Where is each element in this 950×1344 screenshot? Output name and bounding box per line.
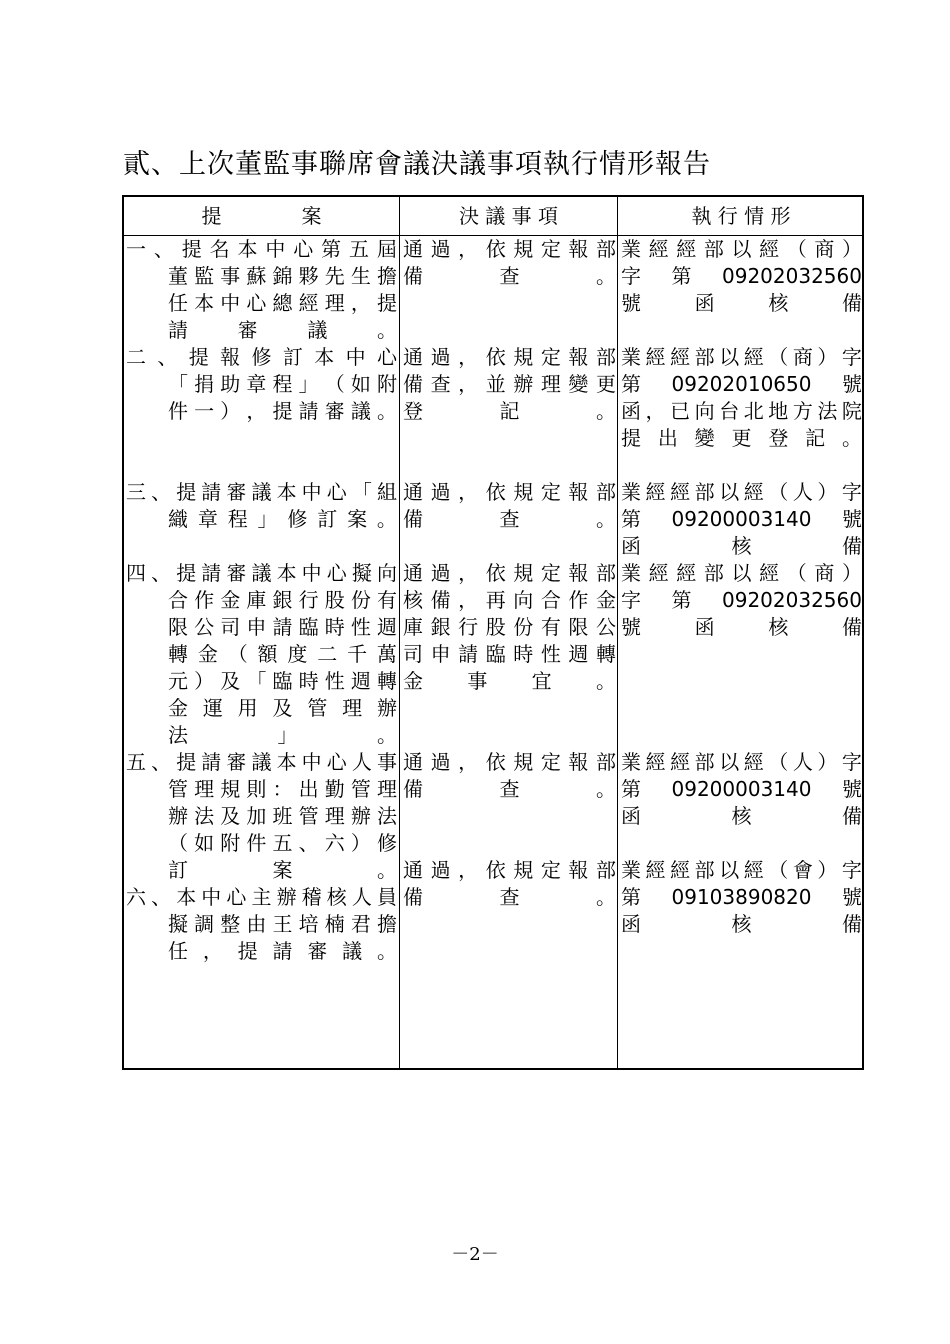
proposal-line: 「 捐 助 章 程 」 （ 如 附 bbox=[168, 372, 397, 396]
execution-line: 業 經 經 部 以 經 （ 人 ） 字 bbox=[621, 750, 862, 774]
header-proposal: 提 案 bbox=[201, 204, 322, 228]
execution-line: 業 經 經 部 以 經 （ 會 ） 字 bbox=[621, 858, 862, 882]
execution-line: 業 經 經 部 以 經 （ 人 ） 字 bbox=[621, 480, 862, 504]
header-resolution: 決 議 事 項 bbox=[458, 204, 559, 228]
resolution-cell bbox=[403, 749, 616, 803]
execution-line: 函核備 bbox=[621, 912, 862, 936]
resolution-cell bbox=[403, 236, 616, 290]
proposal-cell bbox=[126, 884, 397, 965]
proposal-line: 管 理 規 則 ： 出 勤 管 理 bbox=[168, 777, 397, 801]
proposal-line: 一 、 提 名 本 中 心 第 五 屆 bbox=[126, 237, 397, 261]
resolution-line: 金事宜。 bbox=[403, 669, 616, 693]
execution-cell bbox=[621, 560, 862, 641]
resolution-cell bbox=[403, 479, 616, 533]
execution-cell bbox=[621, 344, 862, 452]
proposal-line: 轉 金 （ 額 度 二 千 萬 bbox=[168, 642, 397, 666]
resolution-line: 通 過 ， 依 規 定 報 部 bbox=[403, 561, 616, 585]
proposal-cell bbox=[126, 344, 397, 425]
proposal-line: 五 、 提 請 審 議 本 中 心 人 事 bbox=[126, 750, 397, 774]
resolution-line: 備查。 bbox=[403, 264, 616, 288]
header-execution: 執 行 情 形 bbox=[691, 204, 791, 228]
proposal-line: 辦 法 及 加 班 管 理 辦 法 bbox=[168, 804, 397, 828]
proposal-line: 四 、 提 請 審 議 本 中 心 擬 向 bbox=[126, 561, 397, 585]
proposal-line: 三 、 提 請 審 議 本 中 心 「 組 bbox=[126, 480, 397, 504]
resolution-line: 核 備 ， 再 向 合 作 金 bbox=[403, 588, 616, 612]
execution-line: 字 第 09202032560 bbox=[621, 588, 862, 612]
page-title: 貳、上次董監事聯席會議決議事項執行情形報告 bbox=[123, 149, 711, 180]
execution-cell bbox=[621, 857, 862, 938]
column-divider bbox=[399, 197, 400, 1068]
resolution-line: 備查。 bbox=[403, 777, 616, 801]
execution-line: 提出變更登記。 bbox=[621, 426, 862, 450]
report-table bbox=[122, 195, 864, 1070]
proposal-line: 限 公 司 申 請 臨 時 性 週 bbox=[168, 615, 397, 639]
proposal-line: 擬 調 整 由 王 培 楠 君 擔 bbox=[168, 912, 397, 936]
proposal-line: 件 一 ） ， 提 請 審 議 。 bbox=[168, 399, 397, 423]
proposal-line: 合 作 金 庫 銀 行 股 份 有 bbox=[168, 588, 397, 612]
execution-line: 函核備 bbox=[621, 534, 862, 558]
proposal-line: 六 、 本 中 心 主 辦 稽 核 人 員 bbox=[126, 885, 397, 909]
proposal-line: 任，提請審議。 bbox=[168, 939, 397, 963]
proposal-cell bbox=[126, 236, 397, 344]
resolution-line: 通 過 ， 依 規 定 報 部 bbox=[403, 480, 616, 504]
proposal-line: 董 監 事 蘇 錦 夥 先 生 擔 bbox=[168, 264, 397, 288]
execution-line: 函核備 bbox=[621, 804, 862, 828]
execution-line: 字 第 09202032560 bbox=[621, 264, 862, 288]
proposal-cell bbox=[126, 749, 397, 884]
proposal-line: 法」。 bbox=[168, 723, 397, 747]
execution-line: 業 經 經 部 以 經 （ 商 ） bbox=[621, 561, 862, 585]
execution-line: 函 ， 已 向 台 北 地 方 法 院 bbox=[621, 399, 862, 423]
proposal-cell bbox=[126, 479, 397, 533]
execution-cell bbox=[621, 749, 862, 830]
resolution-cell bbox=[403, 560, 616, 695]
resolution-line: 通 過 ， 依 規 定 報 部 bbox=[403, 345, 616, 369]
execution-line: 第 09200003140 號 bbox=[621, 777, 862, 801]
proposal-line: 任 本 中 心 總 經 理 ， 提 bbox=[168, 291, 397, 315]
execution-cell bbox=[621, 236, 862, 317]
resolution-cell bbox=[403, 857, 616, 911]
execution-cell bbox=[621, 479, 862, 560]
proposal-line: （ 如 附 件 五 、 六 ） 修 bbox=[168, 831, 397, 855]
resolution-line: 通 過 ， 依 規 定 報 部 bbox=[403, 237, 616, 261]
execution-line: 第 09202010650 號 bbox=[621, 372, 862, 396]
proposal-line: 請審議。 bbox=[168, 318, 397, 342]
proposal-line: 訂案。 bbox=[168, 858, 397, 882]
proposal-line: 金 運 用 及 管 理 辦 bbox=[168, 696, 397, 720]
execution-line: 號函核備 bbox=[621, 615, 862, 639]
resolution-line: 備查。 bbox=[403, 885, 616, 909]
resolution-line: 登記。 bbox=[403, 399, 616, 423]
execution-line: 業 經 經 部 以 經 （ 商 ） bbox=[621, 237, 862, 261]
resolution-cell bbox=[403, 344, 616, 425]
page-number: －2－ bbox=[451, 1244, 499, 1265]
column-divider bbox=[617, 197, 618, 1068]
execution-line: 第 09103890820 號 bbox=[621, 885, 862, 909]
resolution-line: 庫 銀 行 股 份 有 限 公 bbox=[403, 615, 616, 639]
proposal-line: 二 、 提 報 修 訂 本 中 心 bbox=[126, 345, 397, 369]
resolution-line: 通 過 ， 依 規 定 報 部 bbox=[403, 858, 616, 882]
resolution-line: 通 過 ， 依 規 定 報 部 bbox=[403, 750, 616, 774]
resolution-line: 備 查 ， 並 辦 理 變 更 bbox=[403, 372, 616, 396]
proposal-line: 元 ） 及 「 臨 時 性 週 轉 bbox=[168, 669, 397, 693]
resolution-line: 備查。 bbox=[403, 507, 616, 531]
proposal-cell bbox=[126, 560, 397, 749]
execution-line: 號函核備 bbox=[621, 291, 862, 315]
execution-line: 第 09200003140 號 bbox=[621, 507, 862, 531]
proposal-line: 織 章 程 」 修 訂 案 。 bbox=[168, 507, 397, 531]
execution-line: 業 經 經 部 以 經 （ 商 ） 字 bbox=[621, 345, 862, 369]
resolution-line: 司 申 請 臨 時 性 週 轉 bbox=[403, 642, 616, 666]
